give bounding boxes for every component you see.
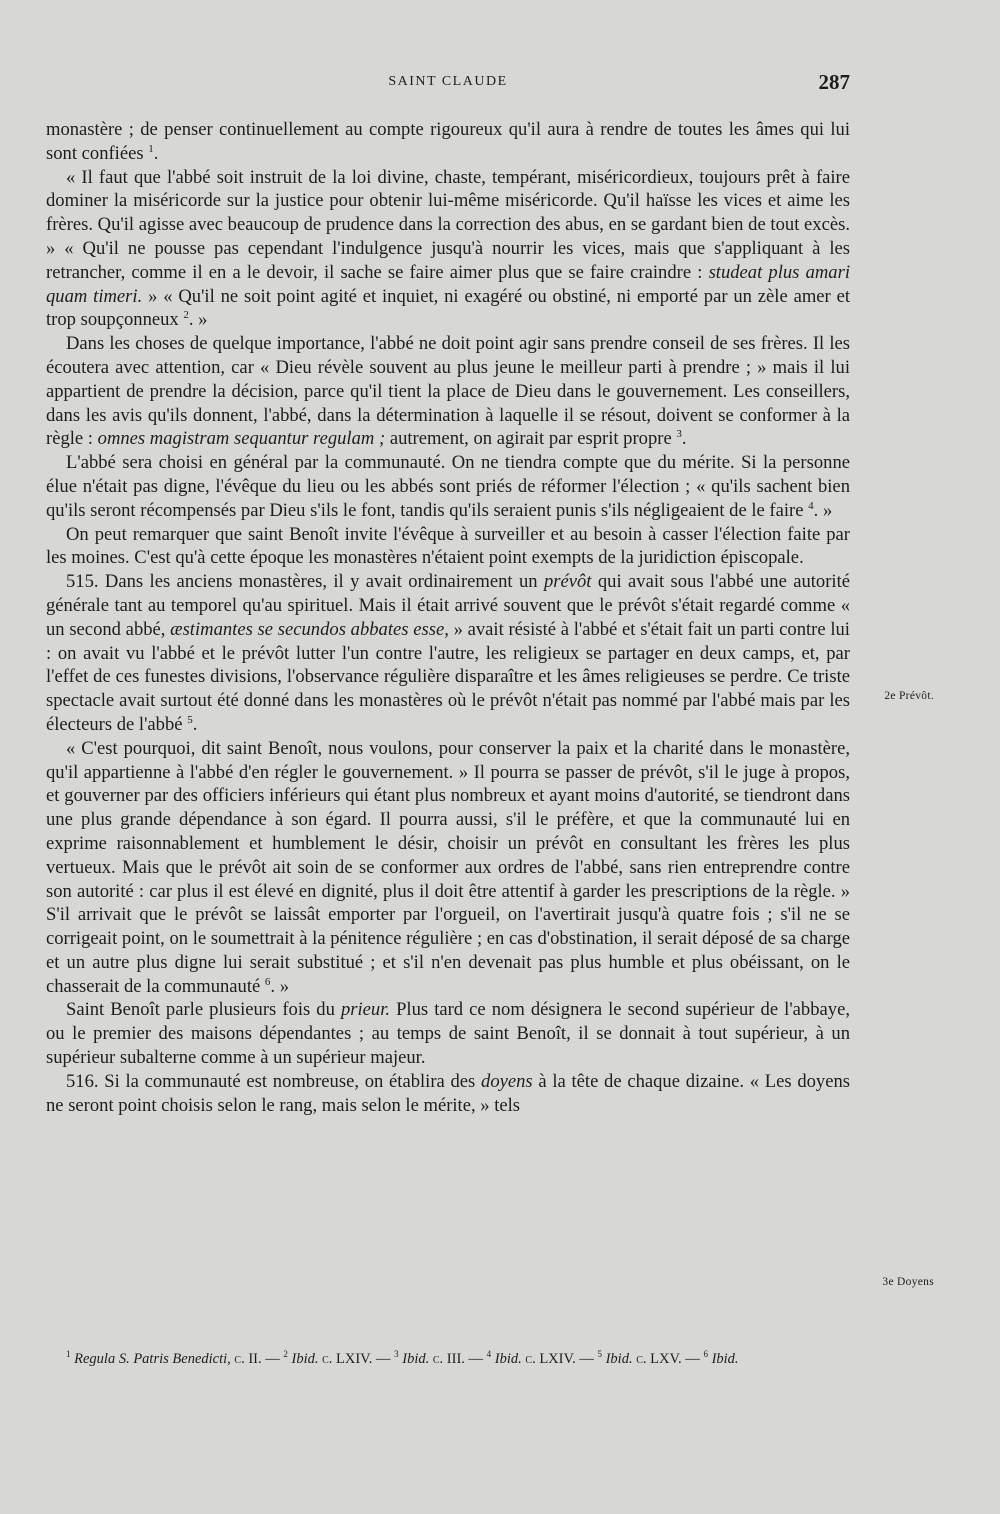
running-title: SAINT CLAUDE — [388, 74, 508, 89]
latin-quote: omnes magistram sequantur regulam ; — [97, 428, 386, 450]
paragraph-516: 516. Si la communauté est nombreuse, on établira des doyens à la tête de chaque dizaine. « Les doyens ne seront point choisis selon le rang, mais selon le mérite, » tels — [46, 1070, 851, 1116]
paragraph-5: On peut remarquer que saint Benoît invite l'évêque à surveiller et au besoin à casser l'élection faite par les moines. C'est qu'à cette époque les monastères n'étaient point exempts de la juridiction épiscopale. — [46, 523, 850, 569]
latin-quote: æstimantes se secundos abbates esse, — [170, 618, 449, 640]
latin-quote: studeat plus amari quam timeri. — [46, 261, 850, 307]
footnote-ref-5: 5 — [187, 713, 193, 726]
term-prieur: prieur. — [340, 999, 391, 1021]
paragraph-8: Saint Benoît parle plusieurs fois du prieur. Plus tard ce nom désignera le second supérieur de l'abbaye, ou le premier des maisons dépendantes ; au temps de saint Benoît, il se donnait à tout supérieur, à un supérieur subalterne comme à un supérieur majeur. — [46, 999, 850, 1069]
paragraph-1: monastère ; de penser continuellement au compte rigoureux qu'il aura à rendre de toutes les âmes qui lui sont confiées $^1$. — [46, 119, 850, 164]
paragraph-7: « C'est pourquoi, dit saint Benoît, nous voulons, pour conserver la paix et la charité dans le monastère, qu'il appartienne à l'abbé d'en régler le gouvernement. » Il pourra se passer de prévôt, s'il le juge à propos, et gouverner par des officiers inférieurs qui étant plus nombreux et ayant moins d'autorité, se tiendront dans une plus grande dépendance à son égard. Il pourra aussi, s'il le préfère, et que la communauté lui en exprime raisonnablement et humblement le désir, choisir un prévôt en consultant les frères les plus vertueux. Mais que le prévôt ait soin de se conformer aux ordres de l'abbé, sans rien entreprendre contre son autorité : car plus il est élevé en dignité, plus il doit être attentif à garder les prescriptions de la règle. » S'il arrivait que le prévôt se laissât emporter par l'orgueil, on l'avertirait jusqu'à quatre fois ; s'il ne se corrigeait point, on le soumettrait à la pénitence régulière ; en cas d'obstination, il serait déposé de sa charge et un autre plus digne lui serait substitué ; et s'il n'en devenait pas plus humble et plus obéissant, on le chasserait de la communauté $^6$. » — [46, 737, 850, 997]
footnote-ref-4: 4 — [808, 499, 814, 512]
paragraph-515: 515. Dans les anciens monastères, il y avait ordinairement un prévôt qui avait sous l'abbé une autorité générale tant au temporel qu'au spirituel. Mais il était arrivé souvent que le prévôt s'était regardé comme « un second abbé, æstimantes se secundos abbates esse, » avait résisté à l'abbé et s'était fait un parti contre lui : on avait vu l'abbé et le prévôt lutter l'un contre l'autre, les religieux se partager en deux camps, et, par l'effet de ces funestes divisions, l'observance régulière disparaître et les âmes religieuses se perdre. Ce triste spectacle avait surtout été donné dans les monastères où le prévôt n'était pas nommé par l'abbé mais par les électeurs de l'abbé $^5$. — [46, 571, 851, 735]
margin-note-prevot: 2e Prévôt. — [884, 690, 934, 702]
footnote-ref-6: 6 — [264, 975, 271, 988]
paragraph-2: « Il faut que l'abbé soit instruit de la loi divine, chaste, tempérant, miséricordieux, toujours prêt à faire dominer la miséricorde sur la justice pour obtenir lui-même miséricorde. Qu'il haïsse les vices et aime les frères. Qu'il agisse avec beaucoup de prudence dans la correction des abus, en se gardant bien de tout excès. » « Qu'il ne pousse pas cependant l'indulgence jusqu'à nourrir les vices, mais que s'appliquant à les retrancher, comme il en a le devoir, il sache se faire aimer plus que se faire craindre : studeat plus amari quam timeri. » « Qu'il ne soit point agité et inquiet, ni exagéré ou obstiné, ni emporté par un zèle amer et trop soupçonneux $^2$. » — [46, 166, 850, 331]
term-prevot: prévôt — [543, 571, 592, 593]
footnote-line: $^1$ Regula S. Patris Benedicti, c. II. — $^2$ Ibid. c. LXIV. — $^3$ Ibid. c. III. — $^4$ Ibid. c. LXIV. — $^5$ Ibid. c. LXV. — $^6$ Ibid. — [66, 1349, 739, 1367]
footnote-ref-2: 2 — [183, 309, 189, 322]
footnotes — [46, 1350, 850, 1369]
paragraph-4: L'abbé sera choisi en général par la communauté. On ne tiendra compte que du mérite. Si la personne élue n'était pas digne, l'évêque du lieu ou les abbés sont priés de réformer l'élection ; « qu'ils sachent bien qu'ils seront récompensés par Dieu s'ils le font, tandis qu'ils seraient punis s'ils négligeaient de le faire $^4$. » — [46, 452, 850, 521]
term-doyens: doyens — [481, 1070, 533, 1092]
body-text — [46, 118, 850, 1117]
page-number: 287 — [818, 70, 850, 94]
footnote-ref-3: 3 — [676, 428, 682, 441]
page-header — [46, 70, 850, 100]
footnote-ref-1: 1 — [148, 142, 154, 155]
margin-note-doyens: 3e Doyens — [882, 1276, 934, 1288]
paragraph-3: Dans les choses de quelque importance, l'abbé ne doit point agir sans prendre conseil de ses frères. Il les écoutera avec attention, car « Dieu révèle souvent au plus jeune le meilleur parti à prendre ; » mais il lui appartient de prendre la décision, parce qu'il tient la place de Dieu dans le gouvernement. Les conseillers, dans les avis qu'ils donnent, l'abbé, dans la détermination à laquelle il se résout, doivent se conformer à la règle : omnes magistram sequantur regulam ; autrement, on agirait par esprit propre $^3$. — [46, 333, 850, 450]
